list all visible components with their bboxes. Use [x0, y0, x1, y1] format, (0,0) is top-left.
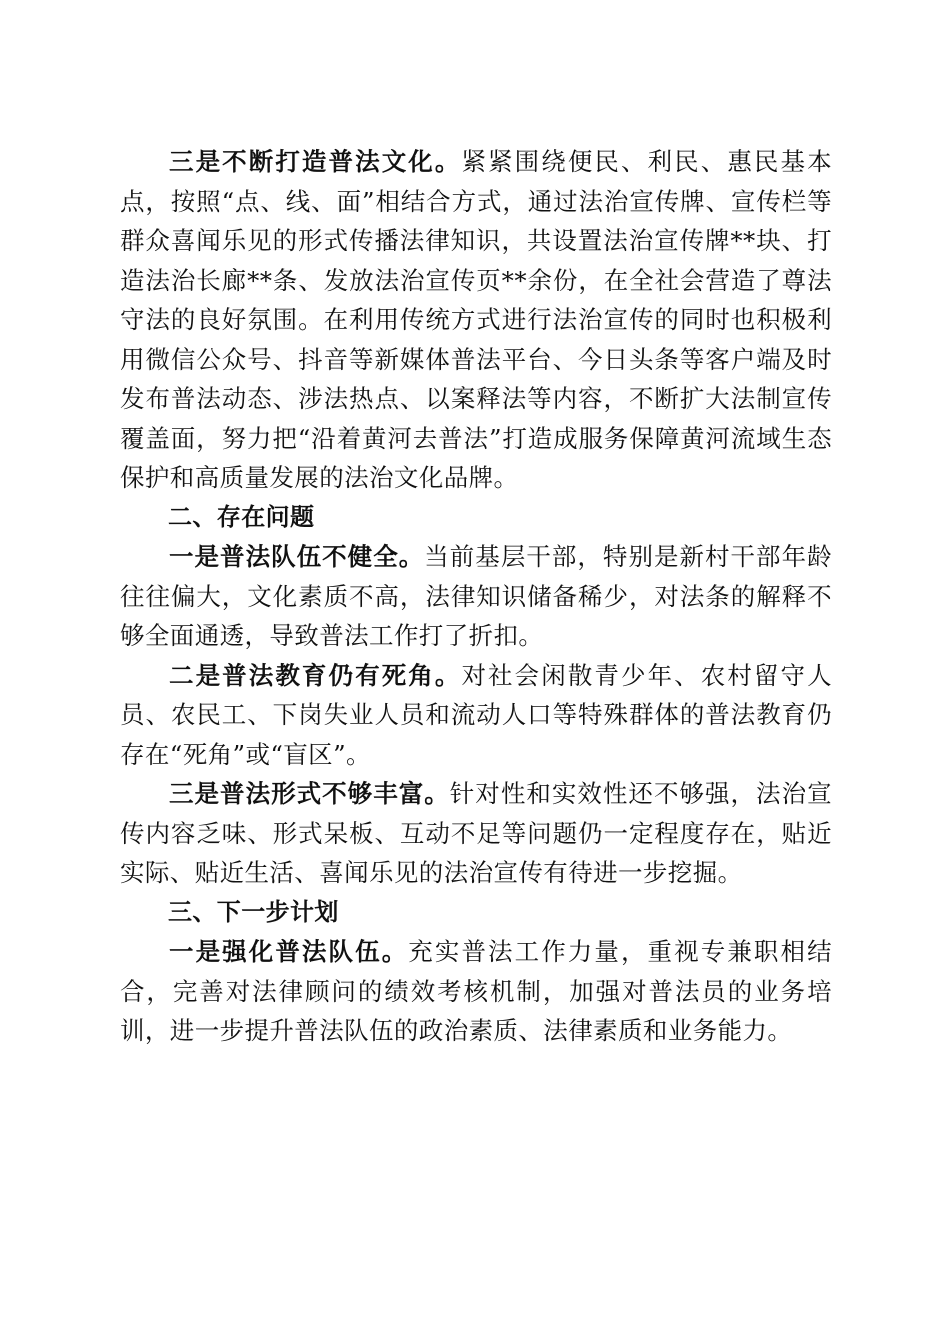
paragraph-lead: 二是普法教育仍有死角。: [169, 660, 462, 690]
paragraph-text: 针对性和实效性还不够强，法治宣传内容乏味、形式呆板、互动不足等问题仍一定程度存在，贴近实际、贴近生活、喜闻乐见的法治宣传有待进一步挖掘。: [120, 779, 832, 887]
section-heading-problems: 二、存在问题: [168, 502, 315, 531]
paragraph-text: 当前基层干部，特别是新村干部年龄往往偏大，文化素质不高，法律知识储备稀少，对法条的解释不够全面通透，导致普法工作打了折扣。: [120, 542, 833, 650]
paragraph-text: 对社会闲散青少年、农村留守人员、农民工、下岗失业人员和流动人口等特殊群体的普法教育仍存在“死角”或“盲区”。: [120, 660, 832, 769]
paragraph-forms: [120, 774, 832, 893]
paragraph-team: [120, 537, 832, 656]
paragraph-lead: 一是普法队伍不健全。: [169, 542, 425, 571]
paragraph-lead: 一是强化普法队伍。: [169, 937, 409, 966]
paragraph-blind-spots: [120, 656, 832, 775]
paragraph-text: 紧紧围绕便民、利民、惠民基本点，按照“点、线、面”相结合方式，通过法治宣传牌、宣传栏等群众喜闻乐见的形式传播法律知识，共设置法治宣传牌**块、打造法治长廊**条、发放法治宣传页**余份，在全社会营造了尊法守法的良好氛围。在利用传统方式进行法治宣传的同时也积极利用微信公众号、抖音等新媒体普法平台、今日头条等客户端及时发布普法动态、涉法热点、以案释法等内容，不断扩大法制宣传覆盖面，努力把“沿着黄河去普法”打造成服务保障黄河流域生态保护和高质量发展的法治文化品牌。: [120, 147, 832, 492]
paragraph-text: 充实普法工作力量，重视专兼职相结合，完善对法律顾问的绩效考核机制，加强对普法员的业务培训，进一步提升普法队伍的政治素质、法律素质和业务能力。: [120, 937, 832, 1045]
paragraph-strengthen: [120, 932, 832, 1051]
paragraph-lead: 三是普法形式不够丰富。: [169, 779, 450, 808]
paragraph-lead: 三是不断打造普法文化。: [169, 147, 462, 176]
section-heading-plan: 三、下一步计划: [168, 897, 339, 926]
paragraph-culture: [120, 142, 832, 498]
document-body: [120, 142, 832, 1051]
